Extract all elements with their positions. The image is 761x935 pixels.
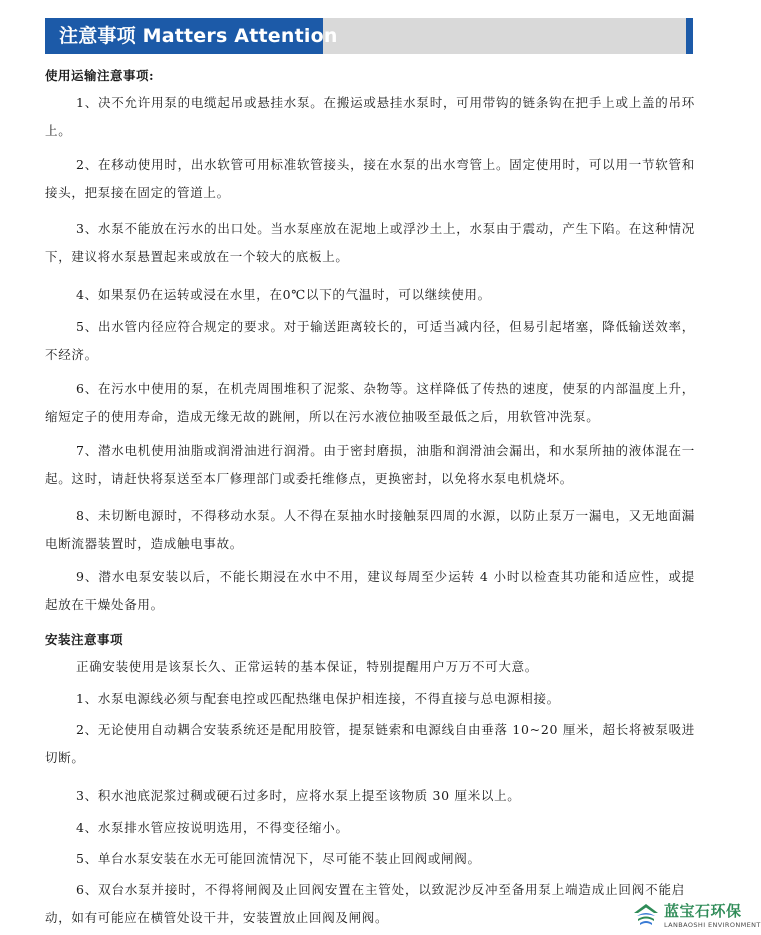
install-item-2: 2、无论使用自动耦合安装系统还是配用胶管，提泵链索和电源线自由垂落 10~20 厘米，超长将被泵吸进切断。 <box>45 722 695 765</box>
logo-name: 蓝宝石环保 <box>664 902 742 920</box>
install-item-6: 6、双台水泵并接时，不得将闸阀及止回阀安置在主管处，以致泥沙反冲至备用泵上端造成止回阀不能启动，如有可能应在横管处设干井，安装置放止回阀及闸阀。 <box>45 882 685 925</box>
usage-item-9: 9、潜水电泵安装以后，不能长期浸在水中不用，建议每周至少运转 4 小时以检查其功能和适应性，或提起放在干燥处备用。 <box>45 569 695 612</box>
usage-item-4: 4、如果泵仍在运转或浸在水里，在0℃以下的气温时，可以继续使用。 <box>76 287 491 302</box>
usage-item-3: 3、水泵不能放在污水的出口处。当水泵座放在泥地上或浮沙土上，水泵由于震动，产生下陷。在这种情况下，建议将水泵悬置起来或放在一个较大的底板上。 <box>45 221 695 264</box>
usage-item-7: 7、潜水电机使用油脂或润滑油进行润滑。由于密封磨损，油脂和润滑油会漏出，和水泵所抽的液体混在一起。这时，请赶快将泵送至本厂修理部门或委托维修点，更换密封，以免将水泵电机烧坏。 <box>45 443 695 486</box>
install-item-5: 5、单台水泵安装在水无可能回流情况下，尽可能不装止回阀或闸阀。 <box>76 851 481 866</box>
install-item-4: 4、水泵排水管应按说明选用，不得变径缩小。 <box>76 820 349 835</box>
install-intro: 正确安装使用是该泵长久、正常运转的基本保证，特别提醒用户万万不可大意。 <box>76 659 539 674</box>
usage-item-1: 1、决不允许用泵的电缆起吊或悬挂水泵。在搬运或悬挂水泵时，可用带钩的链条钩在把手上或上盖的吊环上。 <box>45 95 695 138</box>
logo-subtitle: LANBAOSHI ENVIRONMENT <box>664 921 761 929</box>
header-end-bar <box>686 18 693 54</box>
page-header <box>45 18 693 54</box>
usage-item-5: 5、出水管内径应符合规定的要求。对于输送距离较长的，可适当减内径，但易引起堵塞，降低输送效率，不经济。 <box>45 319 695 362</box>
usage-item-6: 6、在污水中使用的泵，在机壳周围堆积了泥浆、杂物等。这样降低了传热的速度，使泵的内部温度上升，缩短定子的使用寿命，造成无缘无故的跳闸，所以在污水液位抽吸至最低之后，用软管冲洗泵。 <box>45 381 695 424</box>
install-item-3: 3、积水池底泥浆过稠或硬石过多时，应将水泵上提至该物质 30 厘米以上。 <box>76 788 521 803</box>
usage-item-2: 2、在移动使用时，出水软管可用标准软管接头，接在水泵的出水弯管上。固定使用时，可以用一节软管和接头，把泵接在固定的管道上。 <box>45 157 695 200</box>
section-title-install: 安装注意事项 <box>45 632 124 647</box>
install-item-1: 1、水泵电源线必须与配套电控或匹配热继电保护相连接，不得直接与总电源相接。 <box>76 691 560 706</box>
usage-item-8: 8、未切断电源时，不得移动水泵。人不得在泵抽水时接触泵四周的水源，以防止泵万一漏电，又无地面漏电断流器装置时，造成触电事故。 <box>45 508 695 551</box>
company-logo <box>632 897 761 935</box>
section-title-usage: 使用运输注意事项: <box>45 68 155 83</box>
logo-mark-icon <box>632 901 660 929</box>
page-title: 注意事项 Matters Attention <box>59 25 338 47</box>
